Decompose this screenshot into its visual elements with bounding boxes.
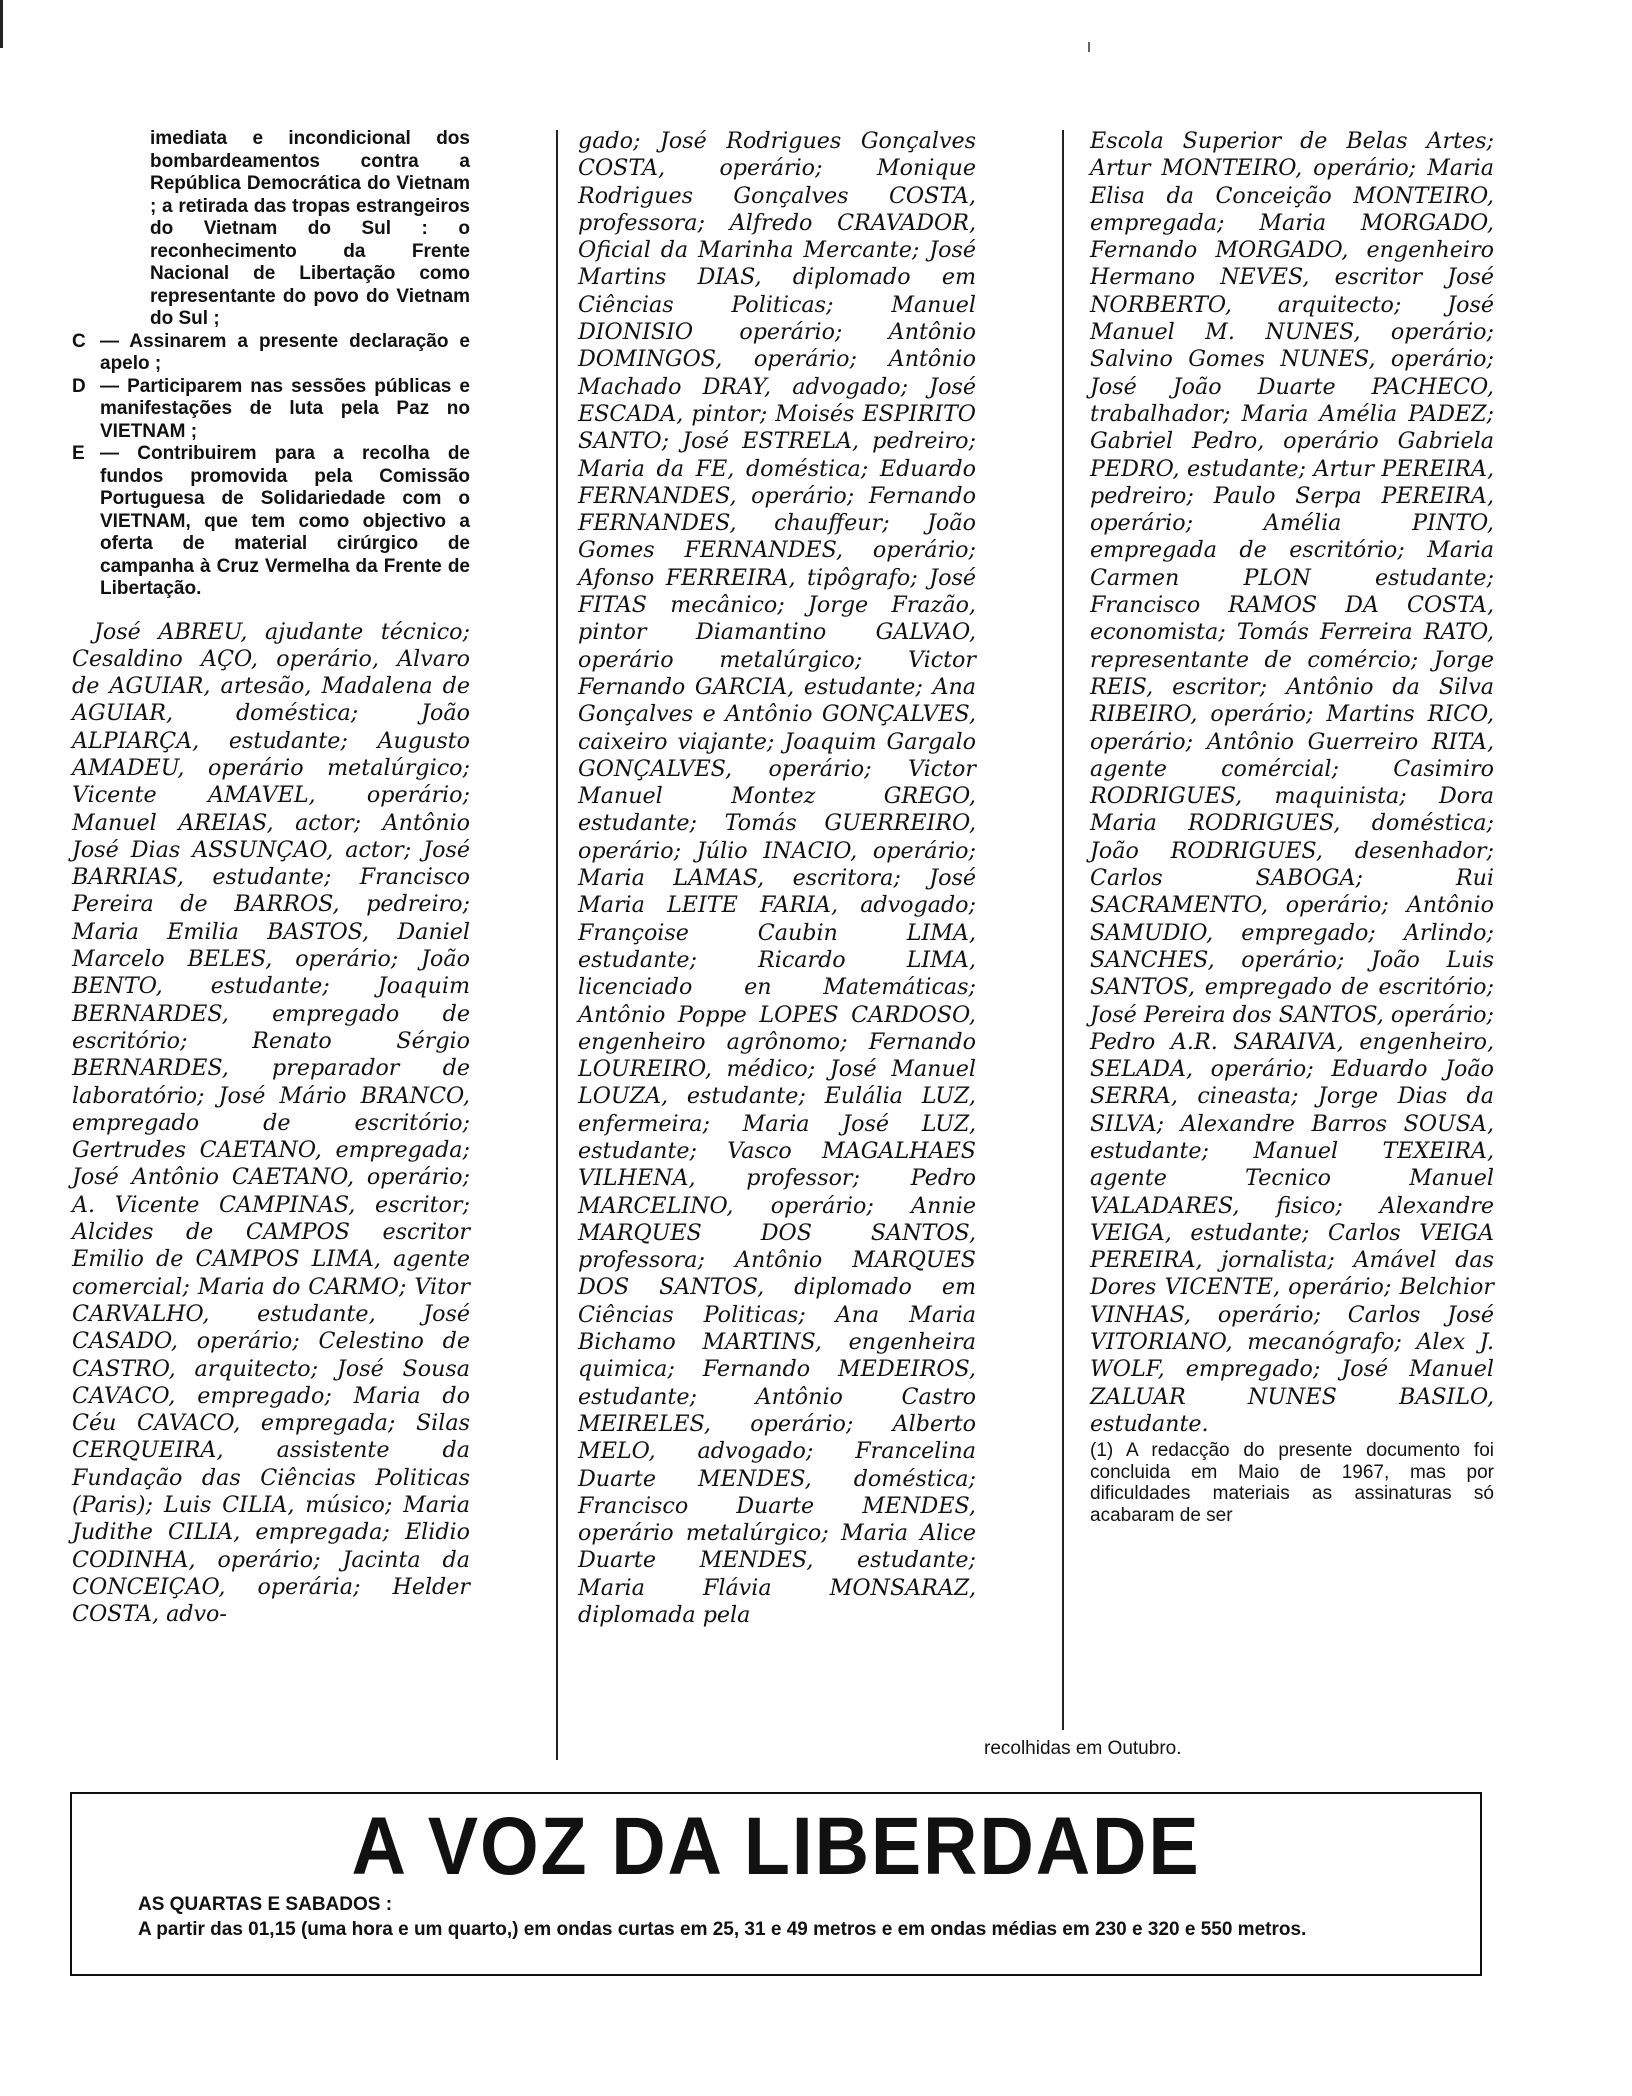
- footnote-tail: recolhidas em Outubro.: [984, 1738, 1182, 1759]
- column-3: [1090, 128, 1494, 1526]
- radio-banner: [70, 1792, 1482, 1976]
- item-letter: E: [72, 443, 85, 464]
- item-text: imediata e incondicional dos bombardeamentos contra a República Democrática do Vietnam ; a retirada das tropas estrangeiros do Vietnam do Sul : o reconhecimento da Frente Nacional de Libertação como representante do povo do Vietnam do Sul ;: [150, 128, 470, 329]
- signatories-list-part-3: Escola Superior de Belas Artes; Artur MONTEIRO, operário; Maria Elisa da Conceição MONTEIRO, empregada; Maria MORGADO, Fernando MORGADO, engenheiro Hermano NEVES, escritor José NORBERTO, arquitecto; José Manuel M. NUNES, operário; Salvino Gomes NUNES, operário; José João Duarte PACHECO, trabalhador; Maria Amélia PADEZ; Gabriel Pedro, operário Gabriela PEDRO, estudante; Artur PEREIRA, pedreiro; Paulo Serpa PEREIRA, operário; Amélia PINTO, empregada de escritório; Maria Carmen PLON estudante; Francisco RAMOS DA COSTA, economista; Tomás Ferreira RATO, representante de comércio; Jorge REIS, escritor; Antônio da Silva RIBEIRO, operário; Martins RICO, operário; Antônio Guerreiro RITA, agente comércial; Casimiro RODRIGUES, maquinista; Dora Maria RODRIGUES, doméstica; João RODRIGUES, desenhador; Carlos SABOGA; Rui SACRAMENTO, operário; Antônio SAMUDIO, empregado; Arlindo; SANCHES, operário; João Luis SANTOS, empregado de escritório; José Pereira dos SANTOS, operário; Pedro A.R. SARAIVA, engenheiro, SELADA, operário; Eduardo João SERRA, cineasta; Jorge Dias da SILVA; Alexandre Barros SOUSA, estudante; Manuel TEXEIRA, agente Tecnico Manuel VALADARES, fisico; Alexandre VEIGA, estudante; Carlos VEIGA PEREIRA, jornalista; Amável das Dores VICENTE, operário; Belchior VINHAS, operário; Carlos José VITORIANO, mecanógrafo; Alex J. WOLF, empregado; José Manuel ZALUAR NUNES BASILO, estudante.: [1090, 128, 1494, 1437]
- signatories-list-part-2: gado; José Rodrigues Gonçalves COSTA, operário; Monique Rodrigues Gonçalves COSTA, professora; Alfredo CRAVADOR, Oficial da Marinha Mercante; José Martins DIAS, diplomado em Ciências Politicas; Manuel DIONISIO operário; Antônio DOMINGOS, operário; Antônio Machado DRAY, advogado; José ESCADA, pintor; Moisés ESPIRITO SANTO; José ESTRELA, pedreiro; Maria da FE, doméstica; Eduardo FERNANDES, operário; Fernando FERNANDES, chauffeur; João Gomes FERNANDES, operário; Afonso FERREIRA, tipôgrafo; José FITAS mecânico; Jorge Frazão, pintor Diamantino GALVAO, operário metalúrgico; Victor Fernando GARCIA, estudante; Ana Gonçalves e Antônio GONÇALVES, caixeiro viajante; Joaquim Gargalo GONÇALVES, operário; Victor Manuel Montez GREGO, estudante; Tomás GUERREIRO, operário; Júlio INACIO, operário; Maria LAMAS, escritora; José Maria LEITE FARIA, advogado; Françoise Caubin LIMA, estudante; Ricardo LIMA, licenciado en Matemáticas; Antônio Poppe LOPES CARDOSO, engenheiro agrônomo; Fernando LOUREIRO, médico; José Manuel LOUZA, estudante; Eulália LUZ, enfermeira; Maria José LUZ, estudante; Vasco MAGALHAES VILHENA, professor; Pedro MARCELINO, operário; Annie MARQUES DOS SANTOS, professora; Antônio MARQUES DOS SANTOS, diplomado em Ciências Politicas; Ana Maria Bichamo MARTINS, engenheira quimica; Fernando MEDEIROS, estudante; Antônio Castro MEIRELES, operário; Alberto MELO, advogado; Francelina Duarte MENDES, doméstica; Francisco Duarte MENDES, operário metalúrgico; Maria Alice Duarte MENDES, estudante; Maria Flávia MONSARAZ, diplomada pela: [578, 128, 976, 1629]
- column-1: [72, 128, 470, 1628]
- item-text: — Assinarem a presente declaração e apelo ;: [100, 330, 470, 374]
- resolution-items: [72, 128, 470, 601]
- banner-schedule: AS QUARTAS E SABADOS :: [138, 1894, 393, 1915]
- resolution-item-c: [72, 331, 470, 376]
- resolution-item-e: [72, 443, 470, 601]
- item-letter: C: [72, 330, 86, 352]
- item-text: — Contribuirem para a recolha de fundos promovida pela Comissão Portuguesa de Solidariedade com o VIETNAM, que tem como objectivo a oferta de material cirúrgico de campanha à Cruz Vermelha da Frente de Libertação.: [100, 443, 470, 599]
- item-letter: D: [72, 375, 86, 397]
- footnote: (1) A redacção do presente documento foi concluida em Maio de 1967, mas por dificuldades materiais as assinaturas só acabaram de ser: [1090, 1440, 1494, 1526]
- resolution-item-d: [72, 376, 470, 444]
- page-edge-mark: [0, 0, 3, 48]
- resolution-item-b-continued: [72, 128, 470, 331]
- column-divider-1: [556, 130, 558, 1760]
- column-divider-2: [1062, 130, 1064, 1730]
- scan-speck: [1088, 42, 1090, 52]
- banner-title: A VOZ DA LIBERDADE: [351, 1801, 1201, 1892]
- signatories-list-part-1: José ABREU, ajudante técnico; Cesaldino AÇO, operário, Alvaro de AGUIAR, artesão, Madalena de AGUIAR, doméstica; João ALPIARÇA, estudante; Augusto AMADEU, operário metalúrgico; Vicente AMAVEL, operário; Manuel AREIAS, actor; Antônio José Dias ASSUNÇAO, actor; José BARRIAS, estudante; Francisco Pereira de BARROS, pedreiro; Maria Emilia BASTOS, Daniel Marcelo BELES, operário; João BENTO, estudante; Joaquim BERNARDES, empregado de escritório; Renato Sérgio BERNARDES, preparador de laboratório; José Mário BRANCO, empregado de escritório; Gertrudes CAETANO, empregada; José Antônio CAETANO, operário; A. Vicente CAMPINAS, escritor; Alcides de CAMPOS escritor Emilio de CAMPOS LIMA, agente comercial; Maria do CARMO; Vitor CARVALHO, estudante, José CASADO, operário; Celestino de CASTRO, arquitecto; José Sousa CAVACO, empregado; Maria do Céu CAVACO, empregada; Silas CERQUEIRA, assistente da Fundação das Ciências Politicas (Paris); Luis CILIA, músico; Maria Judithe CILIA, empregada; Elidio CODINHA, operário; Jacinta da CONCEIÇAO, operária; Helder COSTA, advo-: [72, 618, 470, 1628]
- column-2: [578, 128, 976, 1629]
- banner-broadcast-details: A partir das 01,15 (uma hora e um quarto,) em ondas curtas em 25, 31 e 49 metros e em ondas médias em 230 e 320 e 550 metros.: [138, 1919, 1307, 1940]
- item-text: — Participarem nas sessões públicas e manifestações de luta pela Paz no VIETNAM ;: [100, 375, 470, 442]
